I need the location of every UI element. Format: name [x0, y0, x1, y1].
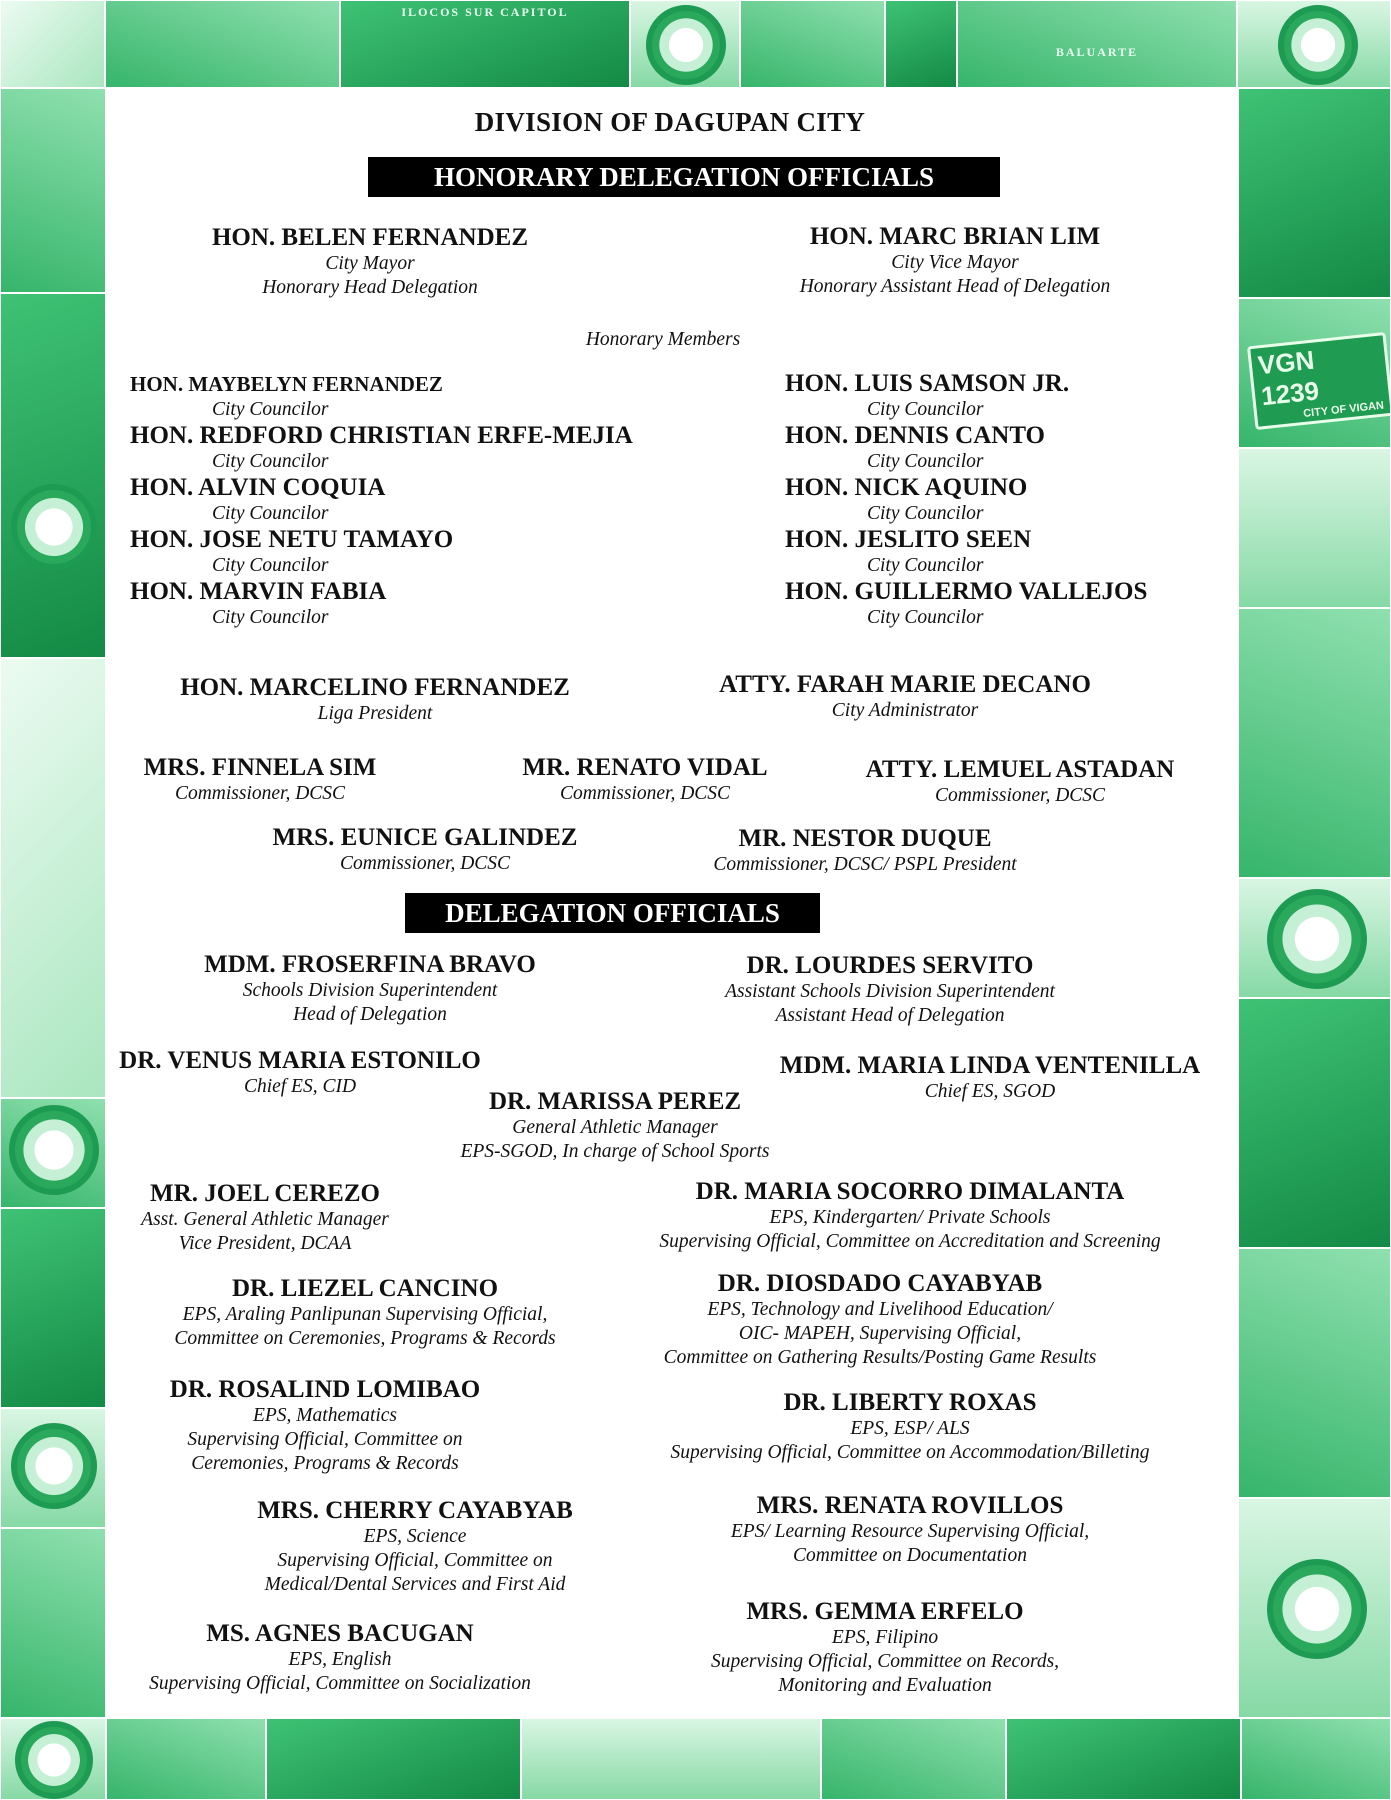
official-role: General Athletic Manager: [512, 1117, 718, 1138]
official-role: Assistant Schools Division Superintendent: [725, 981, 1055, 1002]
official-role: Commissioner, DCSC: [174, 783, 346, 804]
official-entry: [675, 825, 1055, 877]
official-role: Head of Delegation: [293, 1004, 447, 1025]
councilor-name: HON. NICK AQUINO: [785, 474, 1028, 501]
official-entry: [120, 1180, 410, 1256]
official-role: EPS, English: [288, 1649, 392, 1670]
honorary-banner: HONORARY DELEGATION OFFICIALS: [368, 157, 1000, 197]
official-name: MRS. FINNELA SIM: [143, 754, 377, 781]
councilor-name: HON. GUILLERMO VALLEJOS: [785, 578, 1148, 605]
plate-city: CITY OF VIGAN: [1302, 399, 1385, 420]
official-entry: [740, 223, 1170, 299]
councilor-entry: [130, 526, 690, 578]
official-role: Asst. General Athletic Manager: [141, 1209, 389, 1230]
capitol-caption: ILOCOS SUR CAPITOL: [401, 5, 569, 19]
official-entry: [425, 1088, 805, 1164]
official-name: DR. VENUS MARIA ESTONILO: [119, 1047, 481, 1074]
official-entry: [850, 756, 1190, 808]
official-name: MRS. CHERRY CAYABYAB: [257, 1497, 573, 1524]
official-role: EPS, Technology and Livelihood Education/: [707, 1299, 1053, 1320]
official-name: DR. MARIA SOCORRO DIMALANTA: [695, 1178, 1125, 1205]
official-role: EPS, Mathematics: [252, 1405, 398, 1426]
councilor-entry: [785, 474, 1225, 526]
official-role: Commissioner, DCSC: [339, 853, 511, 874]
official-role: EPS, Science: [363, 1526, 467, 1547]
official-entry: [600, 1270, 1160, 1370]
official-name: MR. NESTOR DUQUE: [738, 825, 992, 852]
official-name: MRS. GEMMA ERFELO: [746, 1598, 1024, 1625]
official-role: Commissioner, DCSC: [934, 785, 1106, 806]
councilor-name: HON. MARVIN FABIA: [130, 578, 387, 605]
official-role: Monitoring and Evaluation: [778, 1675, 992, 1696]
official-role: Chief ES, CID: [243, 1076, 357, 1097]
councilor-name: HON. ALVIN COQUIA: [130, 474, 386, 501]
councilor-name: HON. MAYBELYN FERNANDEZ: [130, 372, 443, 396]
official-role: Supervising Official, Committee on: [277, 1550, 553, 1571]
official-entry: [140, 1275, 590, 1351]
official-role: Supervising Official, Committee on: [187, 1429, 463, 1450]
official-role: EPS, Kindergarten/ Private Schools: [769, 1207, 1051, 1228]
official-entry: [610, 1178, 1210, 1254]
official-role: Honorary Assistant Head of Delegation: [799, 276, 1111, 297]
official-role: Committee on Documentation: [793, 1545, 1027, 1566]
official-role: Supervising Official, Committee on Accreditation and Screening: [659, 1231, 1161, 1252]
official-role: EPS, Filipino: [831, 1627, 939, 1648]
official-name: DR. MARISSA PEREZ: [488, 1088, 742, 1115]
official-entry: [150, 674, 600, 726]
councilor-name: HON. JESLITO SEEN: [785, 526, 1032, 553]
official-role: Committee on Ceremonies, Programs & Records: [174, 1328, 556, 1349]
official-role: Supervising Official, Committee on Socialization: [149, 1673, 531, 1694]
councilor-entry: [785, 526, 1225, 578]
official-entry: [170, 951, 570, 1027]
councilor-role: City Councilor: [867, 607, 984, 628]
official-role: EPS-SGOD, In charge of School Sports: [460, 1141, 770, 1162]
official-name: DR. LIBERTY ROXAS: [783, 1389, 1037, 1416]
councilor-name: HON. DENNIS CANTO: [785, 422, 1045, 449]
official-role: Supervising Official, Committee on Records,: [710, 1651, 1060, 1672]
official-entry: [760, 1052, 1220, 1104]
official-name: DR. ROSALIND LOMIBAO: [169, 1376, 481, 1403]
official-name: MDM. FROSERFINA BRAVO: [204, 951, 536, 978]
councilor-name: HON. JOSE NETU TAMAYO: [130, 526, 454, 553]
official-role: Schools Division Superintendent: [242, 980, 498, 1001]
official-entry: [660, 1598, 1110, 1698]
official-role: EPS/ Learning Resource Supervising Official,: [730, 1521, 1090, 1542]
official-entry: [170, 224, 570, 300]
official-name: DR. LIEZEL CANCINO: [231, 1275, 499, 1302]
official-role: EPS, Araling Panlipunan Supervising Official,: [182, 1304, 548, 1325]
councilor-role: City Councilor: [867, 399, 984, 420]
official-name: MS. AGNES BACUGAN: [206, 1620, 474, 1647]
official-entry: [680, 671, 1130, 723]
official-name: MDM. MARIA LINDA VENTENILLA: [779, 1052, 1201, 1079]
councilor-entry: [130, 422, 690, 474]
official-name: HON. MARCELINO FERNANDEZ: [180, 674, 570, 701]
baluarte-caption: BALUARTE: [1055, 45, 1139, 59]
councilor-role: City Councilor: [212, 399, 329, 420]
official-entry: [250, 824, 600, 876]
official-role: EPS, ESP/ ALS: [850, 1418, 970, 1439]
councilor-role: City Councilor: [867, 555, 984, 576]
honorary-members-label: Honorary Members: [585, 329, 741, 350]
official-entry: [110, 1620, 570, 1696]
official-role: City Mayor: [325, 253, 415, 274]
councilor-entry: [130, 370, 690, 422]
councilor-role: City Councilor: [212, 503, 329, 524]
official-role: Vice President, DCAA: [178, 1233, 352, 1254]
division-title: DIVISION OF DAGUPAN CITY: [474, 107, 866, 137]
councilor-entry: [785, 578, 1225, 630]
official-role: Committee on Gathering Results/Posting Game Results: [663, 1347, 1097, 1368]
official-name: HON. BELEN FERNANDEZ: [211, 224, 528, 251]
official-entry: [225, 1497, 605, 1597]
official-entry: [620, 1389, 1200, 1465]
official-role: Assistant Head of Delegation: [775, 1005, 1005, 1026]
official-entry: [495, 754, 795, 806]
official-role: Supervising Official, Committee on Accommodation/Billeting: [670, 1442, 1150, 1463]
official-entry: [160, 1376, 490, 1476]
official-role: Commissioner, DCSC: [559, 783, 731, 804]
councilor-entry: [130, 474, 690, 526]
councilor-role: City Councilor: [212, 555, 329, 576]
official-entry: [110, 754, 410, 806]
official-name: MR. JOEL CEREZO: [150, 1180, 380, 1207]
official-role: Ceremonies, Programs & Records: [191, 1453, 459, 1474]
councilor-role: City Councilor: [867, 503, 984, 524]
official-name: MRS. RENATA ROVILLOS: [756, 1492, 1064, 1519]
plate-number: VGN 1239: [1256, 344, 1321, 412]
official-entry: [680, 952, 1100, 1028]
official-name: ATTY. FARAH MARIE DECANO: [719, 671, 1091, 698]
official-name: DR. LOURDES SERVITO: [746, 952, 1034, 979]
delegation-banner: DELEGATION OFFICIALS: [405, 893, 820, 933]
official-role: City Administrator: [831, 700, 979, 721]
councilor-entry: [130, 578, 690, 630]
council-left-list: [130, 370, 690, 630]
official-name: MR. RENATO VIDAL: [522, 754, 768, 781]
councilor-role: City Councilor: [867, 451, 984, 472]
official-role: OIC- MAPEH, Supervising Official,: [738, 1323, 1022, 1344]
councilor-entry: [785, 370, 1225, 422]
official-name: HON. MARC BRIAN LIM: [809, 223, 1101, 250]
official-role: Medical/Dental Services and First Aid: [264, 1574, 566, 1595]
official-role: Honorary Head Delegation: [262, 277, 478, 298]
official-name: ATTY. LEMUEL ASTADAN: [865, 756, 1175, 783]
official-entry: [680, 1492, 1140, 1568]
official-name: MRS. EUNICE GALINDEZ: [272, 824, 578, 851]
official-role: Commissioner, DCSC/ PSPL President: [713, 854, 1017, 875]
councilor-entry: [785, 422, 1225, 474]
official-name: DR. DIOSDADO CAYABYAB: [717, 1270, 1043, 1297]
councilor-name: HON. REDFORD CHRISTIAN ERFE-MEJIA: [130, 422, 633, 449]
councilor-role: City Councilor: [212, 607, 329, 628]
councilor-name: HON. LUIS SAMSON JR.: [785, 370, 1070, 397]
official-role: Chief ES, SGOD: [924, 1081, 1056, 1102]
official-role: Liga President: [317, 703, 433, 724]
official-role: City Vice Mayor: [891, 252, 1019, 273]
councilor-role: City Councilor: [212, 451, 329, 472]
council-right-list: [785, 370, 1225, 630]
